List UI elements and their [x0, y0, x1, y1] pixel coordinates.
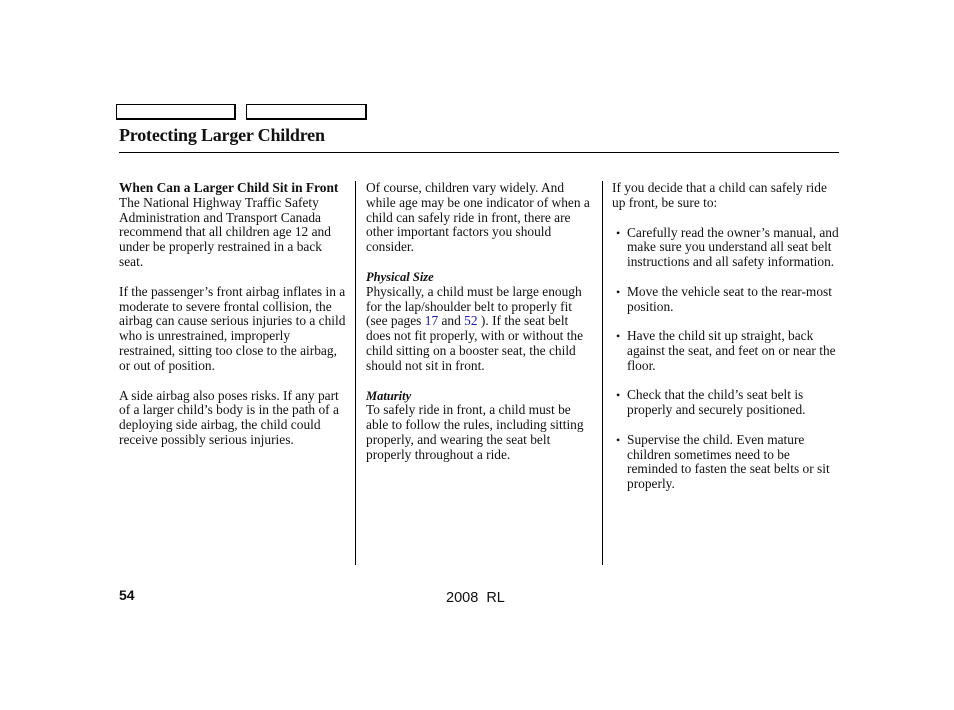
- column-divider-1: [355, 181, 356, 565]
- paragraph-intro: Of course, children vary widely. And while age may be one indicator of when a child can safely ride in front, there are other important factors you should consider.: [366, 180, 590, 255]
- list-item: • Have the child sit up straight, back against the seat, and feet on or near the floor.: [612, 329, 842, 373]
- section-heading: When Can a Larger Child Sit in Front: [119, 180, 339, 195]
- page-title: Protecting Larger Children: [119, 125, 325, 145]
- list-item: • Check that the child’s seat belt is properly and securely positioned.: [612, 388, 842, 418]
- paragraph-recommendation: The National Highway Traffic Safety Administration and Transport Canada recommend that all children age 12 and under be properly restrained in a back seat.: [119, 194, 331, 269]
- list-item: • Carefully read the owner’s manual, and make sure you understand all seat belt instructions and all safety information.: [612, 226, 842, 270]
- paragraph-physical-size: Physically, a child must be large enough for the lap/shoulder belt to properly fit (see pages 17 and 52 ). If the seat belt does not fit properly, with or without the child sitting on a booster seat, the child should not sit in front.: [366, 283, 584, 373]
- paragraph-front-airbag: If the passenger’s front airbag inflates in a moderate to severe frontal collision, the airbag can cause serious injuries to a child who is unrestrained, improperly restrained, sitting too close to the airbag, or out of position.: [119, 283, 346, 373]
- subheading-maturity: Maturity: [366, 388, 412, 403]
- nav-button-next[interactable]: [246, 104, 367, 120]
- list-item: • Supervise the child. Even mature children sometimes need to be reminded to fasten the seat belts or sit properly.: [612, 433, 842, 492]
- nav-button-previous[interactable]: [116, 104, 236, 120]
- subheading-physical-size: Physical Size: [366, 269, 434, 284]
- page-link-52[interactable]: 52: [464, 313, 478, 329]
- paragraph-side-airbag: A side airbag also poses risks. If any part of a larger child’s body is in the path of a deploying side airbag, the child could receive possibly serious injuries.: [119, 387, 339, 447]
- list-item: • Move the vehicle seat to the rear-most position.: [612, 285, 842, 315]
- footer-model: 2008 RL: [446, 590, 505, 606]
- paragraph-maturity: To safely ride in front, a child must be able to follow the rules, including sitting properly, and wearing the seat belt properly throughout a ride.: [366, 402, 584, 462]
- title-divider: [119, 152, 839, 153]
- column-divider-2: [602, 181, 603, 565]
- checklist: [612, 226, 842, 492]
- column-right: [612, 181, 842, 507]
- page-link-17[interactable]: 17: [424, 313, 439, 329]
- column-middle: [366, 181, 596, 463]
- paragraph-checklist-intro: If you decide that a child can safely ride up front, be sure to:: [612, 180, 827, 210]
- page-number: 54: [119, 587, 135, 603]
- column-left: [119, 181, 349, 448]
